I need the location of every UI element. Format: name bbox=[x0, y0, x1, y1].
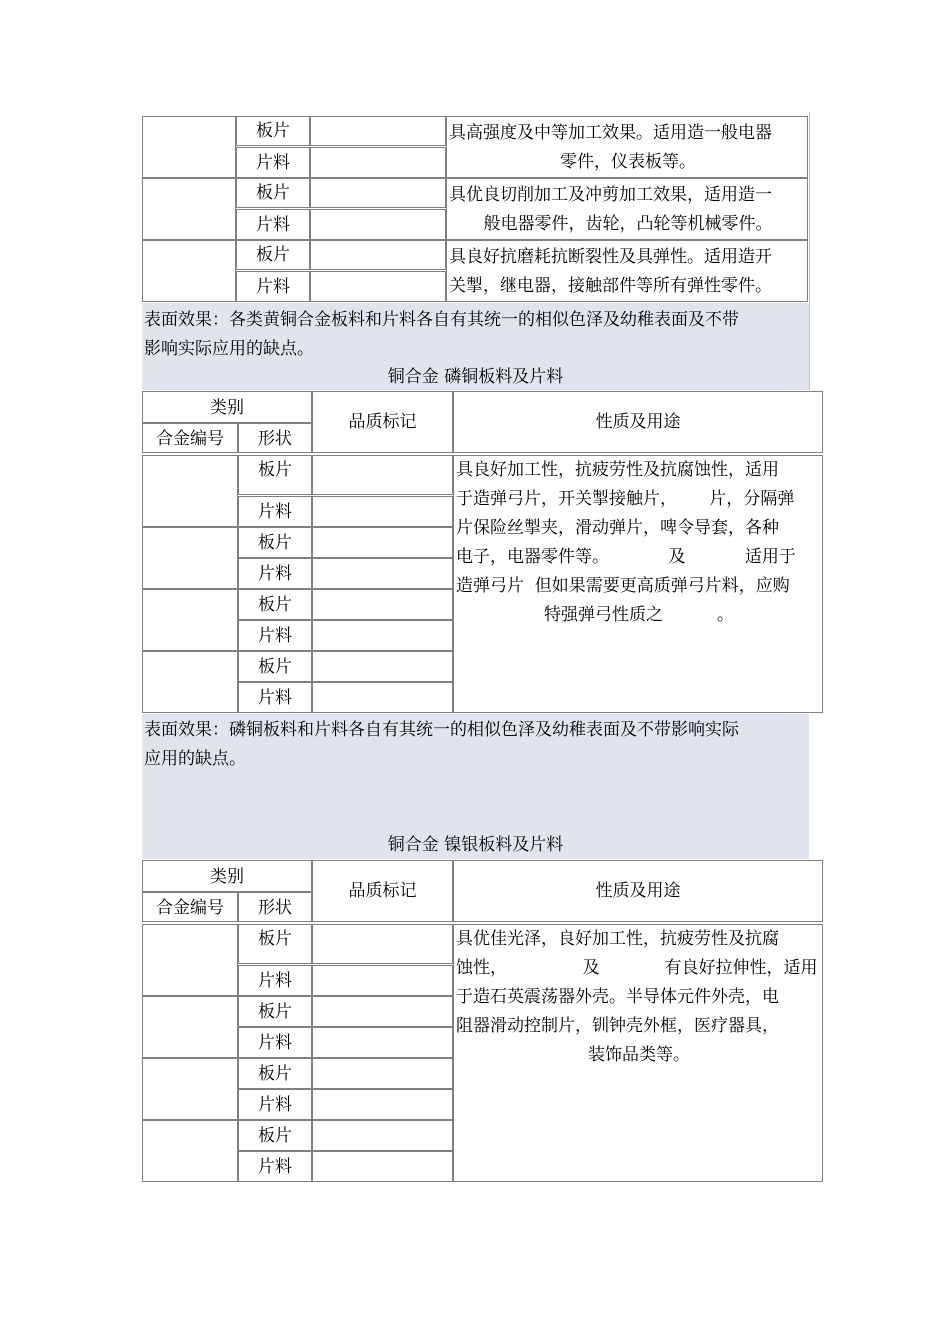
quality-cell bbox=[312, 682, 453, 713]
shape-cell bbox=[236, 147, 310, 178]
usage-label: 性质及用途 bbox=[595, 412, 681, 432]
quality-cell bbox=[312, 455, 453, 495]
shape-cell bbox=[236, 178, 310, 208]
quality-cell bbox=[312, 620, 453, 651]
quality-cell bbox=[312, 589, 453, 620]
alloy-number-cell bbox=[142, 178, 236, 240]
usage-line: 装饰品类等。 bbox=[588, 1045, 690, 1065]
shape-cell bbox=[238, 1058, 312, 1089]
shape-cell bbox=[238, 1120, 312, 1151]
quality-cell bbox=[312, 1151, 453, 1182]
alloy-number-cell bbox=[142, 651, 238, 713]
shape-label: 板片 bbox=[258, 1064, 292, 1084]
alloy-number-cell bbox=[142, 527, 238, 589]
shape-cell bbox=[236, 116, 310, 146]
shape-label: 片料 bbox=[258, 502, 292, 522]
shape-cell bbox=[238, 1027, 312, 1058]
alloy-no-header bbox=[142, 892, 238, 922]
usage-label: 性质及用途 bbox=[595, 881, 681, 901]
quality-cell bbox=[312, 558, 453, 589]
section-title: 铜合金 磷铜板料及片料 bbox=[387, 367, 564, 387]
alloy-number-cell bbox=[142, 455, 238, 527]
shape-cell bbox=[238, 527, 312, 558]
quality-cell bbox=[312, 965, 453, 996]
usage-line: 般电器零件，齿轮，凸轮等机械零件。 bbox=[483, 214, 773, 234]
category-label: 类别 bbox=[210, 398, 244, 418]
usage-cell bbox=[446, 178, 808, 240]
shape-header bbox=[238, 423, 312, 453]
shape-cell bbox=[238, 682, 312, 713]
shape-cell bbox=[236, 240, 310, 270]
usage-cell bbox=[446, 240, 808, 302]
alloy-no-label: 合金编号 bbox=[156, 429, 224, 449]
shape-label: 板片 bbox=[258, 929, 292, 949]
alloy-number-cell bbox=[142, 589, 238, 651]
alloy-number-cell bbox=[142, 240, 236, 302]
shape-label: 片料 bbox=[256, 153, 290, 173]
shape-cell bbox=[238, 558, 312, 589]
shape-label: 板片 bbox=[258, 460, 292, 480]
shape-cell bbox=[238, 996, 312, 1027]
surface-note-line: 影响实际应用的缺点。 bbox=[144, 339, 314, 359]
usage-cell bbox=[453, 455, 823, 713]
shape-header-label: 形状 bbox=[258, 898, 292, 918]
quality-cell bbox=[310, 209, 446, 240]
usage-line: 关掣，继电器，接触部件等所有弹性零件。 bbox=[449, 276, 772, 296]
quality-label: 品质标记 bbox=[348, 412, 417, 432]
right-rule bbox=[809, 112, 810, 390]
usage-header bbox=[453, 860, 823, 922]
shape-cell bbox=[236, 271, 310, 302]
quality-cell bbox=[312, 527, 453, 558]
usage-line: 于造石英震荡器外壳。半导体元件外壳，电 bbox=[456, 987, 779, 1007]
surface-note-line: 表面效果：各类黄铜合金板料和片料各自有其统一的相似色泽及幼稚表面及不带 bbox=[144, 310, 739, 330]
shape-label: 板片 bbox=[256, 121, 290, 141]
alloy-number-cell bbox=[142, 924, 238, 996]
quality-label: 品质标记 bbox=[348, 881, 417, 901]
shape-label: 片料 bbox=[258, 971, 292, 991]
category-header bbox=[142, 860, 312, 892]
quality-cell bbox=[312, 1058, 453, 1089]
usage-line: 电子，电器零件等。 及 适用于 bbox=[456, 547, 796, 567]
quality-cell bbox=[312, 651, 453, 682]
usage-header bbox=[453, 391, 823, 453]
quality-cell bbox=[312, 1089, 453, 1120]
shape-cell bbox=[238, 924, 312, 964]
shape-cell bbox=[238, 965, 312, 996]
shape-cell bbox=[238, 1089, 312, 1120]
usage-line: 具良好加工性，抗疲劳性及抗腐蚀性，适用 bbox=[456, 460, 779, 480]
alloy-number-cell bbox=[142, 1058, 238, 1120]
quality-cell bbox=[312, 996, 453, 1027]
usage-line: 具良好抗磨耗抗断裂性及具弹性。适用造开 bbox=[449, 247, 772, 267]
shape-cell bbox=[238, 620, 312, 651]
category-label: 类别 bbox=[210, 867, 244, 887]
shape-label: 板片 bbox=[258, 1126, 292, 1146]
shape-label: 片料 bbox=[258, 1095, 292, 1115]
shape-cell bbox=[238, 589, 312, 620]
quality-cell bbox=[310, 178, 446, 208]
section-title: 铜合金 镍银板料及片料 bbox=[387, 835, 564, 855]
shape-label: 片料 bbox=[258, 564, 292, 584]
shape-label: 片料 bbox=[256, 277, 290, 297]
shape-cell bbox=[238, 496, 312, 527]
usage-line: 蚀性， 及 有良好拉伸性，适用 bbox=[456, 958, 818, 978]
alloy-no-label: 合金编号 bbox=[156, 898, 224, 918]
quality-cell bbox=[310, 147, 446, 178]
quality-cell bbox=[310, 271, 446, 302]
shape-label: 片料 bbox=[258, 1033, 292, 1053]
quality-cell bbox=[312, 1120, 453, 1151]
shape-cell bbox=[238, 455, 312, 495]
quality-header bbox=[312, 391, 453, 453]
quality-cell bbox=[312, 924, 453, 964]
quality-cell bbox=[312, 496, 453, 527]
usage-cell bbox=[453, 924, 823, 1182]
usage-cell bbox=[446, 116, 808, 178]
category-header bbox=[142, 391, 312, 423]
shape-label: 片料 bbox=[256, 215, 290, 235]
shape-label: 板片 bbox=[258, 595, 292, 615]
shape-label: 板片 bbox=[258, 1002, 292, 1022]
shape-cell bbox=[238, 651, 312, 682]
quality-cell bbox=[310, 116, 446, 146]
usage-line: 零件，仪表板等。 bbox=[560, 152, 696, 172]
usage-line: 造弹弓片 但如果需要更高质弹弓片料，应购 bbox=[456, 576, 790, 596]
usage-line: 于造弹弓片，开关掣接触片， 片，分隔弹 bbox=[456, 489, 795, 509]
quality-cell bbox=[310, 240, 446, 270]
shape-header bbox=[238, 892, 312, 922]
usage-line: 片保险丝掣夹，滑动弹片，啤令导套，各种 bbox=[456, 518, 779, 538]
surface-note-line: 表面效果：磷铜板料和片料各自有其统一的相似色泽及幼稚表面及不带影响实际 bbox=[144, 720, 739, 740]
shape-label: 板片 bbox=[256, 183, 290, 203]
shape-label: 板片 bbox=[256, 245, 290, 265]
shape-label: 板片 bbox=[258, 533, 292, 553]
shape-cell bbox=[238, 1151, 312, 1182]
usage-line: 特强弹弓性质之 。 bbox=[543, 605, 735, 625]
usage-line: 具优佳光泽，良好加工性，抗疲劳性及抗腐 bbox=[456, 929, 779, 949]
usage-line: 具优良切削加工及冲剪加工效果，适用造一 bbox=[449, 185, 772, 205]
alloy-number-cell bbox=[142, 996, 238, 1058]
shape-label: 片料 bbox=[258, 688, 292, 708]
alloy-no-header bbox=[142, 423, 238, 453]
quality-header bbox=[312, 860, 453, 922]
shape-label: 片料 bbox=[258, 626, 292, 646]
quality-cell bbox=[312, 1027, 453, 1058]
alloy-number-cell bbox=[142, 116, 236, 178]
alloy-number-cell bbox=[142, 1120, 238, 1182]
usage-line: 阻器滑动控制片，钏钟壳外框，医疗器具， bbox=[456, 1016, 779, 1036]
shape-header-label: 形状 bbox=[258, 429, 292, 449]
shape-cell bbox=[236, 209, 310, 240]
surface-note-line: 应用的缺点。 bbox=[144, 749, 246, 769]
shape-label: 板片 bbox=[258, 657, 292, 677]
shape-label: 片料 bbox=[258, 1157, 292, 1177]
usage-line: 具高强度及中等加工效果。适用造一般电器 bbox=[449, 123, 772, 143]
